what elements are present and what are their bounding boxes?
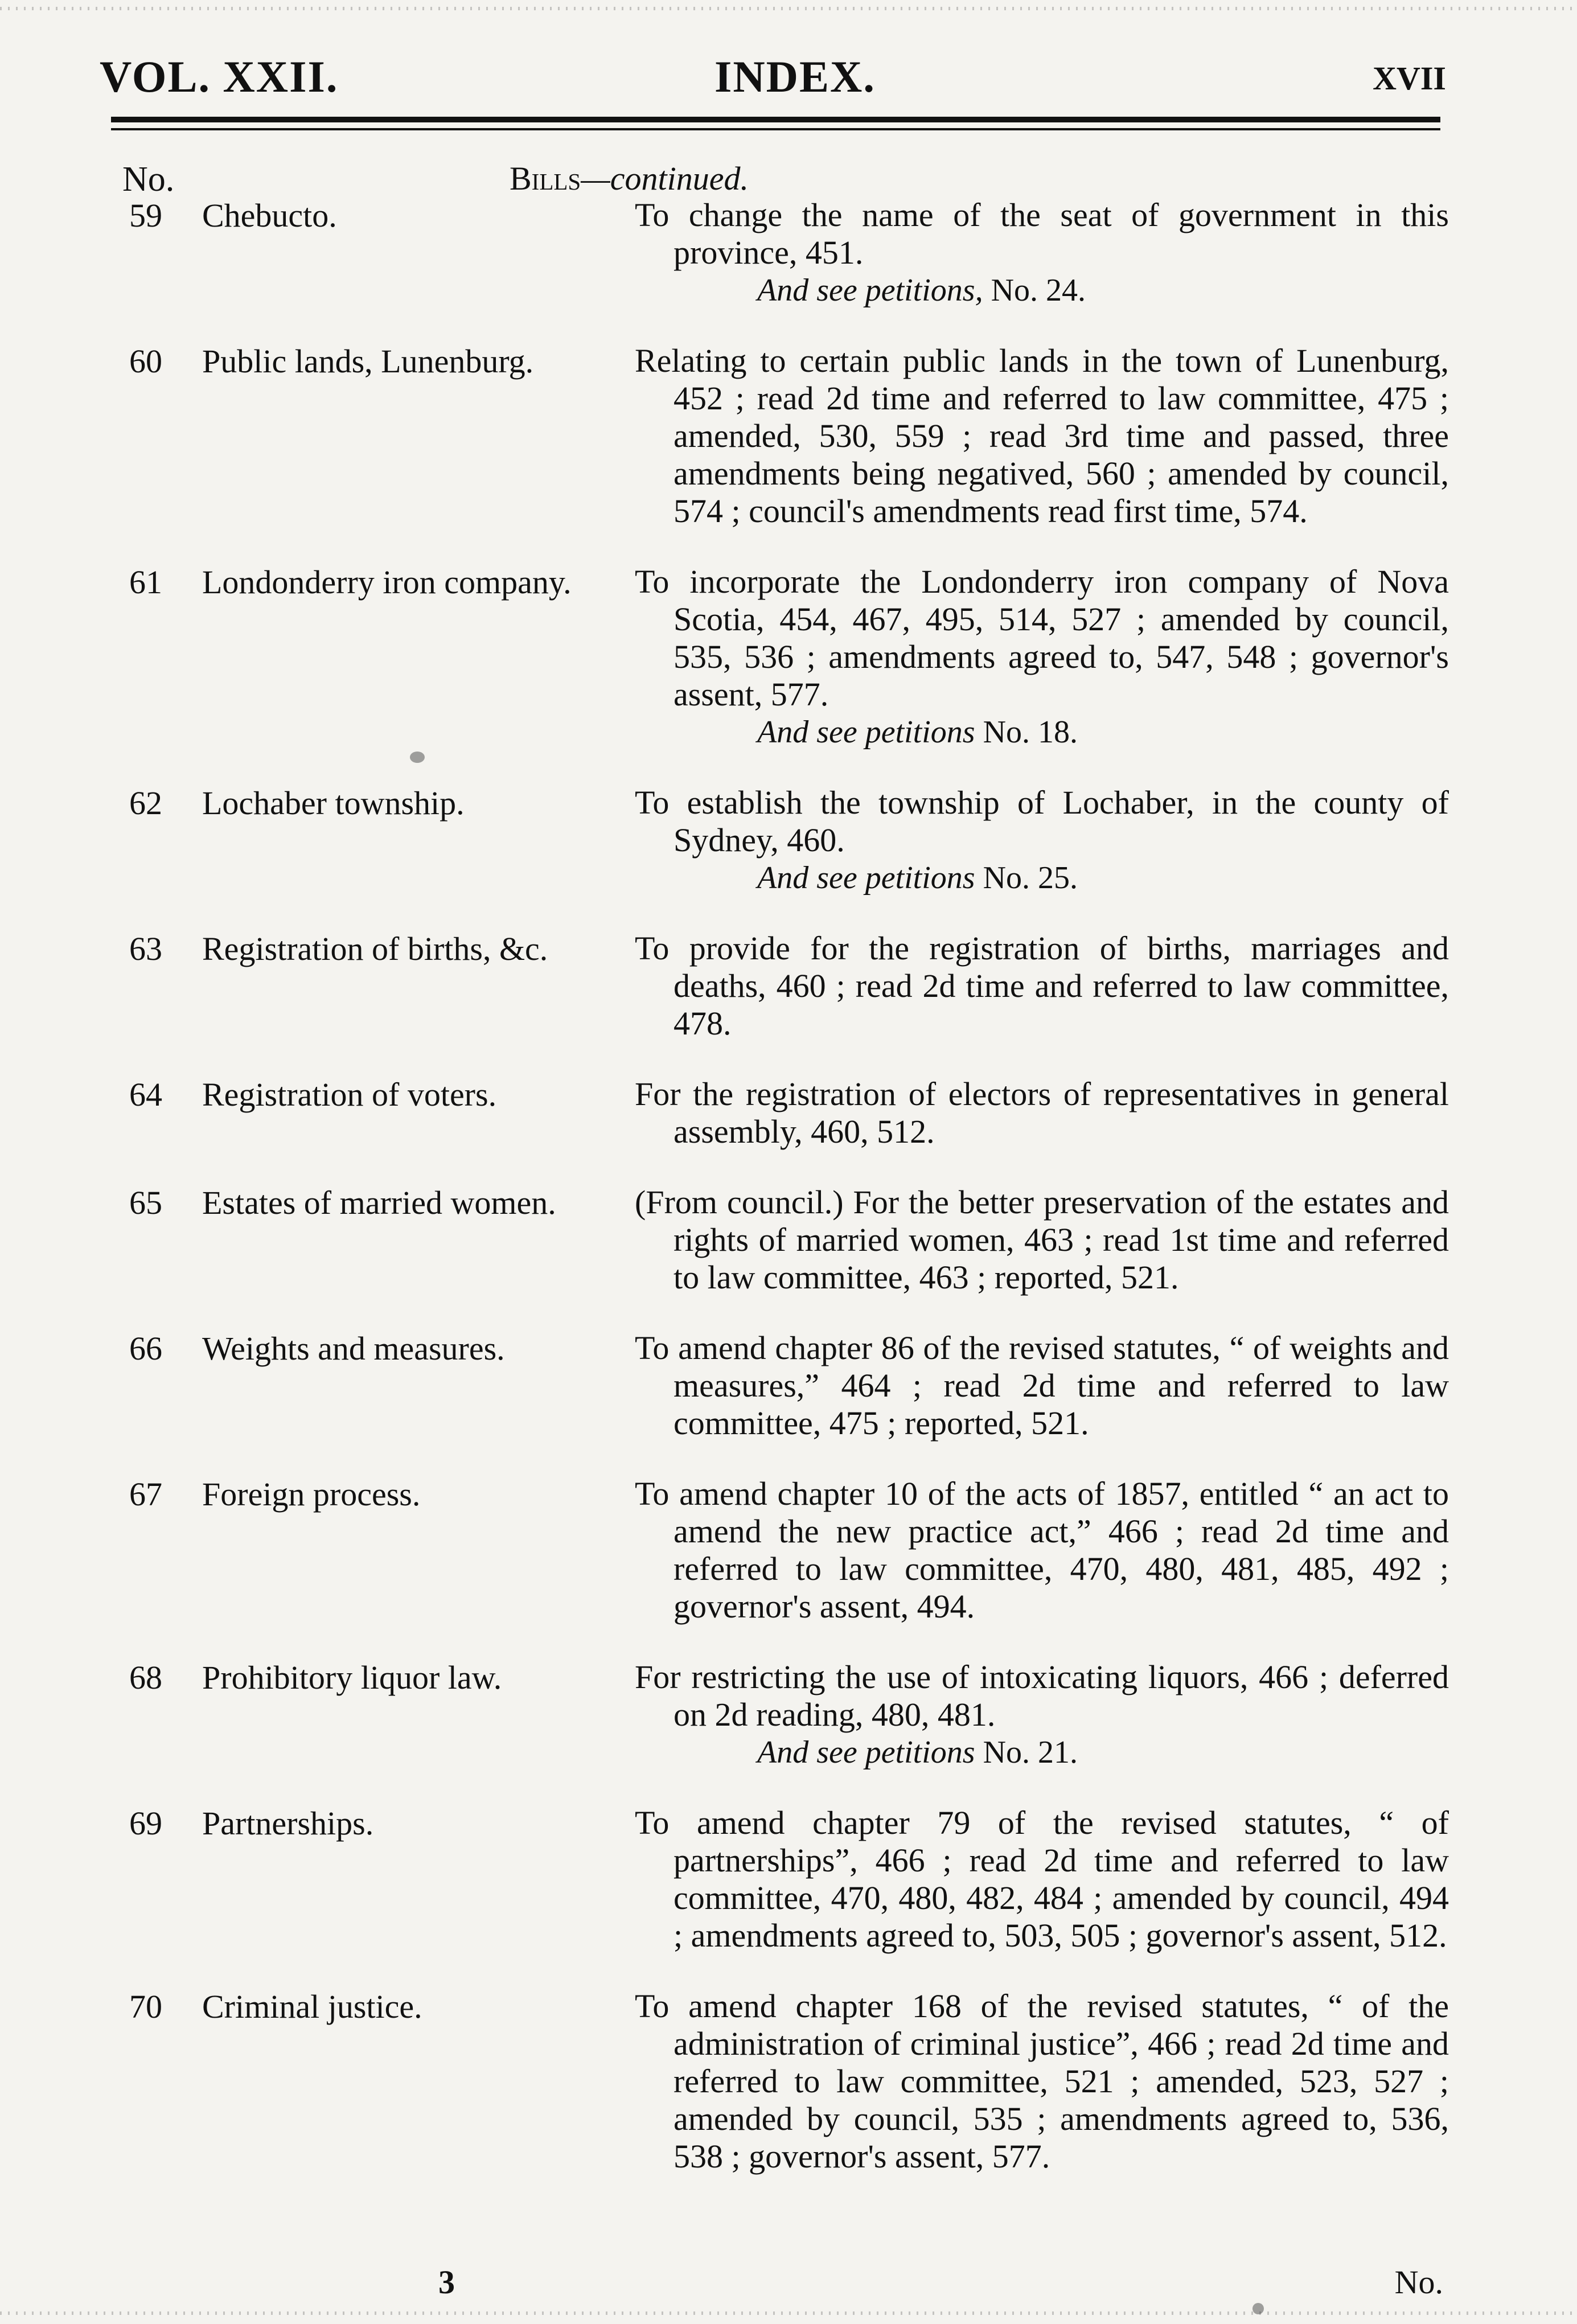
cross-reference-label: And see petitions <box>757 715 975 750</box>
index-entry <box>122 196 1449 309</box>
entry-subject: Chebucto. <box>202 197 337 234</box>
entry-subject: Estates of married women. <box>202 1184 556 1221</box>
entry-subject: Foreign process. <box>202 1476 421 1513</box>
index-entry <box>122 1184 1449 1296</box>
cross-reference-label: And see petitions <box>757 860 975 896</box>
entry-description: Relating to certain public lands in the town of Lunenburg, 452 ; read 2d time and referred to law committee, 475 ; amended, 530, 559 ; read 3rd time and passed, three amendments being negatived, 560 ; amended by council, 574 ; council's amendments read first time, 574. <box>635 342 1449 529</box>
entry-number: 65 <box>129 1184 162 1221</box>
entry-number: 64 <box>129 1076 162 1113</box>
index-entry <box>122 930 1449 1042</box>
entry-subject: Lochaber township. <box>202 785 465 822</box>
signature-mark: 3 <box>438 2264 455 2301</box>
index-entry <box>122 784 1449 897</box>
index-entry <box>122 1475 1449 1625</box>
index-entry <box>122 563 1449 751</box>
header-rule-thin <box>111 128 1440 130</box>
entry-description: To amend chapter 168 of the revised statutes, “ of the administration of criminal justice”, 466 ; read 2d time and referred to law committee, 521 ; amended, 523, 527 ; amended by council, 535 ; amendments agreed to, 536, 538 ; governor's assent, 577. <box>635 1988 1449 2175</box>
entry-subject: Public lands, Lunenburg. <box>202 343 534 380</box>
entry-number: 62 <box>129 785 162 822</box>
entry-cross-reference <box>757 713 1449 751</box>
top-edge-noise <box>0 7 1577 10</box>
entry-description: To amend chapter 79 of the revised statutes, “ of partnerships”, 466 ; read 2d time and referred to law committee, 470, 480, 482, 484 ; amended by council, 494 ; amendments agreed to, 503, 505 ; governor's assent, 512. <box>635 1804 1449 1954</box>
entry-description: To amend chapter 10 of the acts of 1857, entitled “ an act to amend the new practice act,” 466 ; read 2d time and referred to law committee, 470, 480, 481, 485, 492 ; governor's assent, 494. <box>635 1475 1449 1625</box>
cross-reference-number: No. 24. <box>991 273 1086 308</box>
entry-number: 68 <box>129 1659 162 1696</box>
entry-cross-reference <box>757 859 1449 897</box>
index-entries <box>122 196 1449 2208</box>
entry-subject: Criminal justice. <box>202 1988 422 2025</box>
index-entry <box>122 1075 1449 1151</box>
entry-subject: Prohibitory liquor law. <box>202 1659 502 1696</box>
entry-description: To establish the township of Lochaber, in the county of Sydney, 460. <box>635 784 1449 859</box>
entry-subject: Londonderry iron company. <box>202 564 572 601</box>
bottom-edge-noise <box>0 2311 1577 2315</box>
section-heading-continued: —continued. <box>581 160 749 197</box>
entry-subject: Partnerships. <box>202 1805 374 1842</box>
entry-number: 59 <box>129 197 162 234</box>
ink-speck <box>410 752 425 763</box>
header-rule-thick <box>111 117 1440 122</box>
section-heading <box>510 159 749 198</box>
cross-reference-number: No. 18. <box>983 715 1078 750</box>
index-entry <box>122 1804 1449 1955</box>
cross-reference-label: And see petitions <box>757 1735 975 1770</box>
entry-description: (From council.) For the better preservation of the estates and rights of married women, 463 ; read 1st time and referred to law committee, 463 ; reported, 521. <box>635 1184 1449 1296</box>
page-number: XVII <box>1373 60 1446 97</box>
entry-number: 70 <box>129 1988 162 2025</box>
entry-number: 63 <box>129 930 162 967</box>
index-entry <box>122 1329 1449 1442</box>
number-column-label: No. <box>122 160 175 199</box>
section-heading-caps: Bills <box>510 160 581 197</box>
entry-number: 67 <box>129 1476 162 1513</box>
entry-description: For the registration of electors of representatives in general assembly, 460, 512. <box>635 1075 1449 1150</box>
entry-number: 60 <box>129 343 162 380</box>
entry-subject: Registration of births, &c. <box>202 930 548 967</box>
entry-number: 66 <box>129 1330 162 1367</box>
entry-subject: Registration of voters. <box>202 1076 497 1113</box>
index-entry <box>122 1658 1449 1771</box>
index-entry <box>122 342 1449 530</box>
entry-description: To provide for the registration of births, marriages and deaths, 460 ; read 2d time and referred to law committee, 478. <box>635 930 1449 1042</box>
index-entry <box>122 1988 1449 2175</box>
entry-description: To incorporate the Londonderry iron company of Nova Scotia, 454, 467, 495, 514, 527 ; amended by council, 535, 536 ; amendments agreed to, 547, 548 ; governor's assent, 577. <box>635 563 1449 713</box>
entry-number: 61 <box>129 564 162 601</box>
cross-reference-number: No. 25. <box>983 860 1078 896</box>
entry-description: For restricting the use of intoxicating liquors, 466 ; deferred on 2d reading, 480, 481. <box>635 1658 1449 1733</box>
volume-label: VOL. XXII. <box>100 52 339 101</box>
entry-description: To amend chapter 86 of the revised statutes, “ of weights and measures,” 464 ; read 2d time and referred to law committee, 475 ; reported, 521. <box>635 1329 1449 1442</box>
cross-reference-label: And see petitions, <box>757 273 983 308</box>
entry-subject: Weights and measures. <box>202 1330 505 1367</box>
page-title: INDEX. <box>714 52 876 101</box>
catchword: No. <box>1394 2264 1443 2301</box>
running-header <box>100 51 1446 114</box>
entry-description: To change the name of the seat of government in this province, 451. <box>635 196 1449 271</box>
entry-cross-reference <box>757 272 1449 309</box>
entry-number: 69 <box>129 1805 162 1842</box>
entry-cross-reference <box>757 1734 1449 1771</box>
cross-reference-number: No. 21. <box>983 1735 1078 1770</box>
